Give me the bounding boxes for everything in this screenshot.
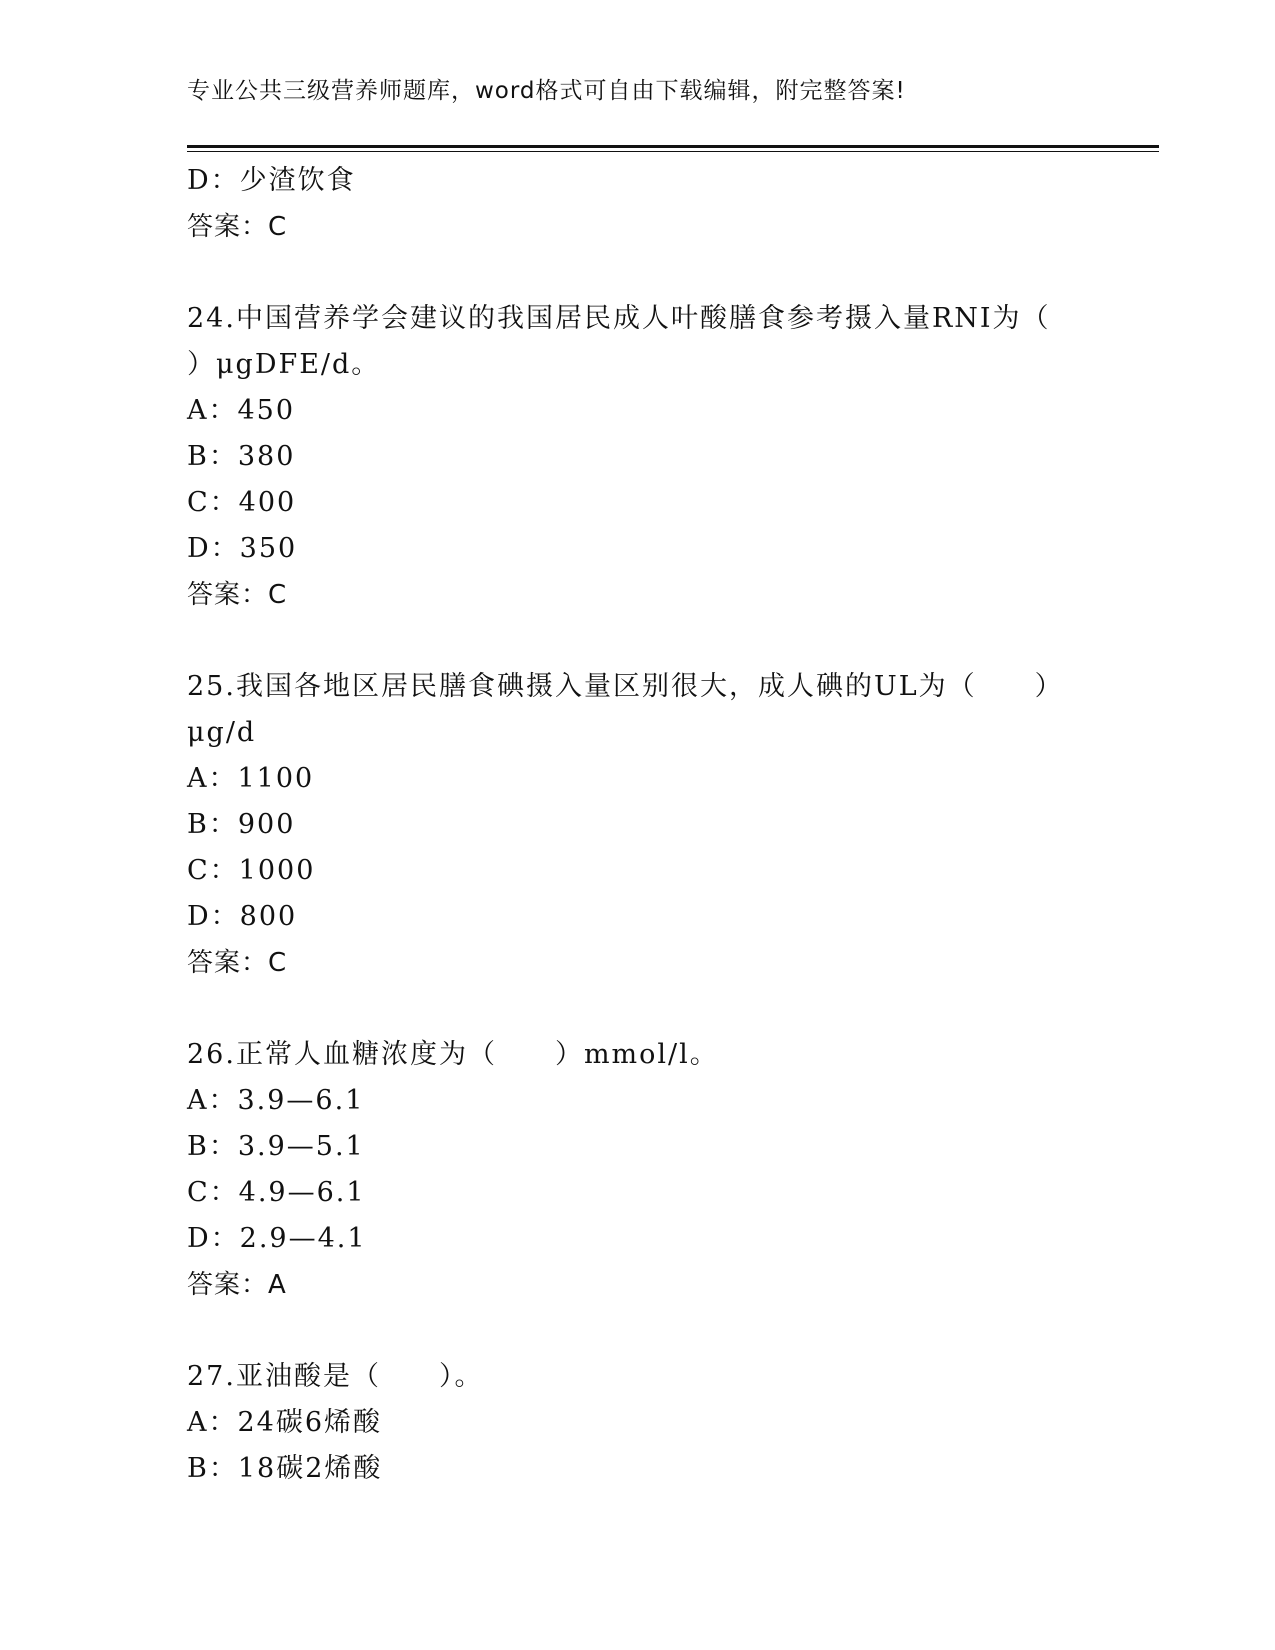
- spacer: [187, 618, 1087, 664]
- question-27: [187, 1354, 1087, 1492]
- header-rule-thick: [187, 145, 1159, 148]
- question-text: 25.我国各地区居民膳食碘摄入量区别很大，成人碘的UL为（ ）: [187, 671, 1064, 702]
- option-b: B：380: [187, 441, 296, 472]
- option-a: A：1100: [187, 763, 315, 794]
- option-b: B：18碳2烯酸: [187, 1453, 383, 1484]
- option-d: D：2.9—4.1: [187, 1223, 367, 1254]
- option-c: C：400: [187, 487, 297, 518]
- option-a: A：24碳6烯酸: [187, 1407, 383, 1438]
- option-b: B：3.9—5.1: [187, 1131, 365, 1162]
- spacer: [187, 1308, 1087, 1354]
- option-d: D：800: [187, 901, 298, 932]
- prev-option-d: D：少渣饮食: [187, 165, 356, 196]
- question-text: 26.正常人血糖浓度为（ ）mmol/l。: [187, 1039, 719, 1070]
- document-header: 专业公共三级营养师题库，word格式可自由下载编辑，附完整答案!: [187, 78, 906, 104]
- option-c: C：1000: [187, 855, 316, 886]
- option-c: C：4.9—6.1: [187, 1177, 366, 1208]
- question-list: [187, 158, 1087, 1492]
- question-text: 24.中国营养学会建议的我国居民成人叶酸膳食参考摄入量RNI为（: [187, 303, 1051, 334]
- option-a: A：450: [187, 395, 296, 426]
- option-d: D：350: [187, 533, 298, 564]
- question-24: [187, 296, 1087, 618]
- question-text: ）μgDFE/d。: [187, 349, 381, 380]
- question-26: [187, 1032, 1087, 1308]
- answer: 答案：A: [187, 1270, 287, 1300]
- prev-answer: 答案：C: [187, 212, 288, 242]
- answer: 答案：C: [187, 580, 288, 610]
- option-b: B：900: [187, 809, 296, 840]
- header-rule-thin: [187, 151, 1159, 152]
- option-a: A：3.9—6.1: [187, 1085, 365, 1116]
- question-25: [187, 664, 1087, 986]
- spacer: [187, 250, 1087, 296]
- question-text: μg/d: [187, 717, 257, 748]
- question-text: 27.亚油酸是（ ）。: [187, 1361, 484, 1392]
- answer: 答案：C: [187, 948, 288, 978]
- spacer: [187, 986, 1087, 1032]
